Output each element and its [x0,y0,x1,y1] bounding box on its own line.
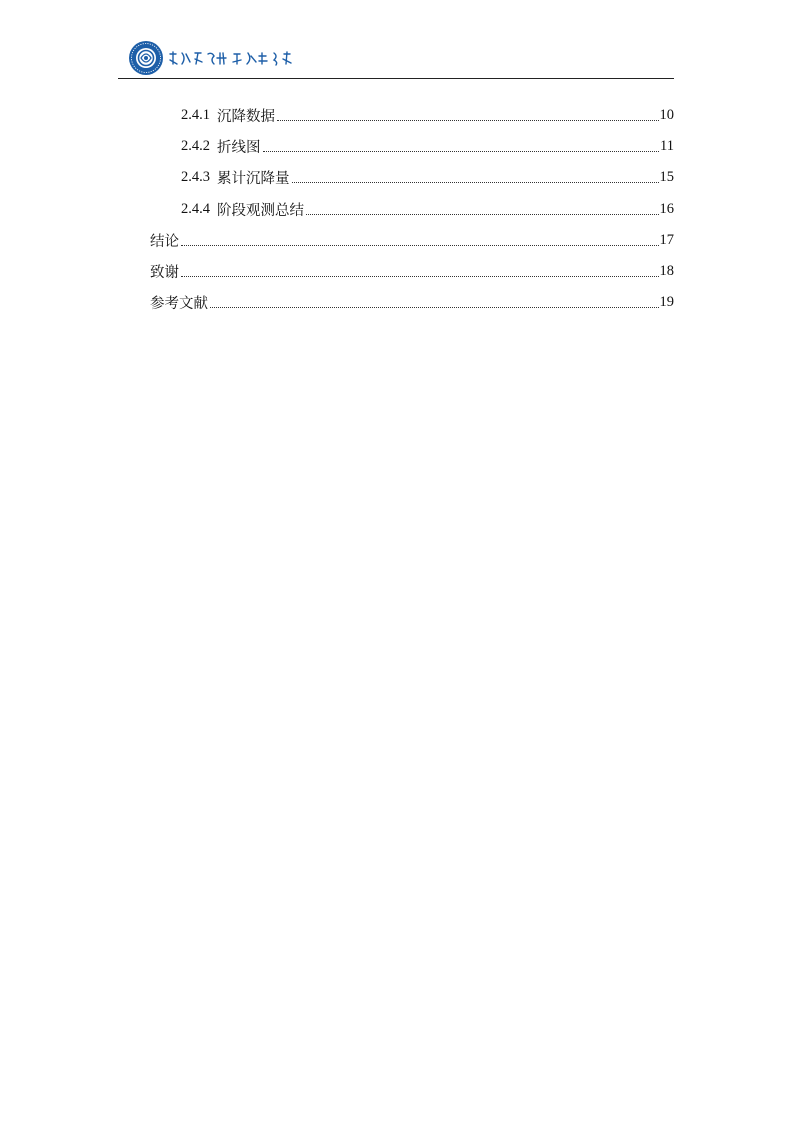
toc-title: 阶段观测总结 [217,202,304,219]
toc-entry[interactable] [150,287,674,318]
toc-title: 参考文献 [150,296,208,313]
toc-page-number: 18 [659,263,674,280]
toc-leader-dots [181,262,659,277]
toc-title: 结论 [150,233,179,250]
toc-title: 沉降数据 [217,109,275,126]
toc-entry[interactable] [150,131,674,162]
toc-number: 2.4.4 [181,200,210,217]
toc-entry[interactable] [150,225,674,256]
toc-number: 2.4.1 [181,107,210,124]
toc-title: 折线图 [217,140,261,157]
toc-leader-dots [306,200,659,215]
toc-page-number: 17 [659,231,674,248]
toc-entry[interactable] [150,256,674,287]
toc-page-number: 10 [659,107,674,124]
toc-entry[interactable] [150,100,674,131]
toc-leader-dots [181,231,659,246]
table-of-contents [150,100,674,318]
page-header [118,38,674,80]
calligraphy-name-icon [168,50,358,68]
toc-page-number: 19 [659,294,674,311]
toc-title: 致谢 [150,265,179,282]
toc-leader-dots [210,293,659,308]
toc-page-number: 11 [660,138,674,155]
toc-leader-dots [277,106,659,121]
toc-page-number: 16 [659,200,674,217]
toc-entry[interactable] [150,194,674,225]
toc-leader-dots [263,137,660,152]
university-seal-icon [128,40,164,76]
toc-number: 2.4.2 [181,138,210,155]
toc-entry[interactable] [150,162,674,193]
toc-title: 累计沉降量 [217,171,290,188]
toc-number: 2.4.3 [181,169,210,186]
toc-page-number: 15 [659,169,674,186]
toc-leader-dots [292,168,659,183]
header-divider [118,78,674,79]
